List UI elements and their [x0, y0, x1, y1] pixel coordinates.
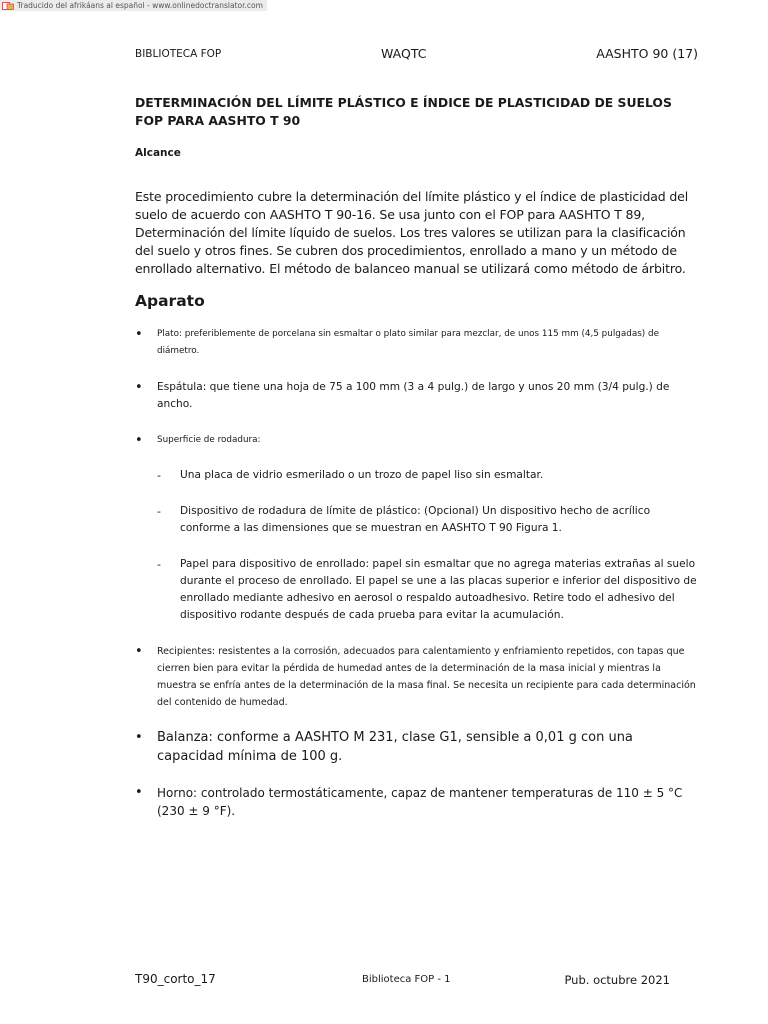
header-library: BIBLIOTECA FOP	[135, 48, 222, 60]
surface-sublist	[157, 467, 700, 624]
sublist-item-paper	[157, 556, 700, 624]
balance-text: Balanza: conforme a AASHTO M 231, clase G1, sensible a 0,01 g con una capacidad mínima de 100 g.	[157, 730, 633, 764]
list-item-containers	[135, 643, 700, 711]
apparatus-heading: Aparato	[135, 292, 205, 310]
footer-file-name: T90_corto_17	[135, 972, 216, 986]
dash-glyph: -	[157, 505, 161, 518]
scope-paragraph: Este procedimiento cubre la determinación del límite plástico y el índice de plasticidad del suelo de acuerdo con AASHTO T 90-16. Se usa junto con el FOP para AASHTO T 89, Determinación del límite líquido de suelos. Los tres valores se utilizan para la clasificación del suelo y otros fines. Se cubren dos procedimientos, enrollado a mano y un método de enrollado alternativo. El método de balanceo manual se utilizará como método de árbitro.	[135, 189, 689, 276]
surface-device-text: Dispositivo de rodadura de límite de plástico: (Opcional) Un dispositivo hecho de acrílico conforme a las dimensiones que se muestran en AASHTO T 90 Figura 1.	[180, 505, 651, 534]
bullet-glyph: •	[135, 380, 143, 395]
apparatus-list	[135, 326, 700, 820]
header-organization: WAQTC	[381, 46, 427, 61]
surface-paper-text: Papel para dispositivo de enrollado: papel sin esmaltar que no agrega materias extrañas al suelo durante el proceso de enrollado. El papel se une a las placas superior e inferior del dispositivo de enrollado mediante adhesivo en aerosol o respaldo autoadhesivo. Retire todo el adhesivo del dispositivo rodante después de cada prueba para evitar la acumulación.	[180, 558, 697, 621]
plate-text: Plato: preferiblemente de porcelana sin esmaltar o plato similar para mezclar, de unos 115 mm (4,5 pulgadas) de diámetro.	[157, 329, 660, 356]
scope-heading: Alcance	[135, 147, 181, 159]
list-item-surface	[135, 432, 700, 624]
page-footer	[135, 972, 670, 988]
surface-text: Superficie de rodadura:	[157, 435, 261, 445]
dash-glyph: -	[157, 558, 161, 571]
bullet-glyph: •	[135, 644, 143, 659]
bullet-glyph: •	[135, 327, 143, 342]
sublist-item-glass	[157, 467, 700, 484]
containers-text: Recipientes: resistentes a la corrosión, adecuados para calentamiento y enfriamiento repetidos, con tapas que cierren bien para evitar la pérdida de humedad antes de la determinación de la masa inicial y mientras la muestra se enfría antes de la determinación de la masa final. Se necesita un recipiente para cada determinación del contenido de humedad.	[157, 646, 696, 708]
page-header	[135, 47, 698, 63]
list-item-plate	[135, 326, 700, 360]
list-item-spatula	[135, 379, 700, 413]
translation-banner[interactable]	[0, 0, 267, 11]
bullet-glyph: •	[135, 730, 143, 745]
bullet-glyph: •	[135, 433, 143, 448]
dash-glyph: -	[157, 469, 161, 482]
document-translate-icon	[2, 2, 14, 10]
bullet-glyph: •	[135, 785, 143, 800]
spatula-text: Espátula: que tiene una hoja de 75 a 100 mm (3 a 4 pulg.) de largo y unos 20 mm (3/4 pulg.) de ancho.	[157, 381, 670, 410]
surface-glass-text: Una placa de vidrio esmerilado o un trozo de papel liso sin esmaltar.	[180, 469, 544, 481]
list-item-balance	[135, 729, 700, 766]
document-body	[135, 94, 700, 820]
oven-text: Horno: controlado termostáticamente, capaz de mantener temperaturas de 110 ± 5 °C (230 ± 9 °F).	[157, 786, 683, 818]
header-standard: AASHTO 90 (17)	[596, 46, 698, 61]
sublist-item-device	[157, 503, 700, 537]
footer-publication-date: Pub. octubre 2021	[564, 973, 670, 987]
footer-page-number: Biblioteca FOP - 1	[362, 974, 451, 985]
list-item-oven	[135, 784, 700, 820]
translation-banner-text[interactable]: Traducido del afrikáans al español - www.onlinedoctranslator.com	[17, 1, 263, 10]
document-title: DETERMINACIÓN DEL LÍMITE PLÁSTICO E ÍNDICE DE PLASTICIDAD DE SUELOS FOP PARA AASHTO T 90	[135, 95, 672, 128]
